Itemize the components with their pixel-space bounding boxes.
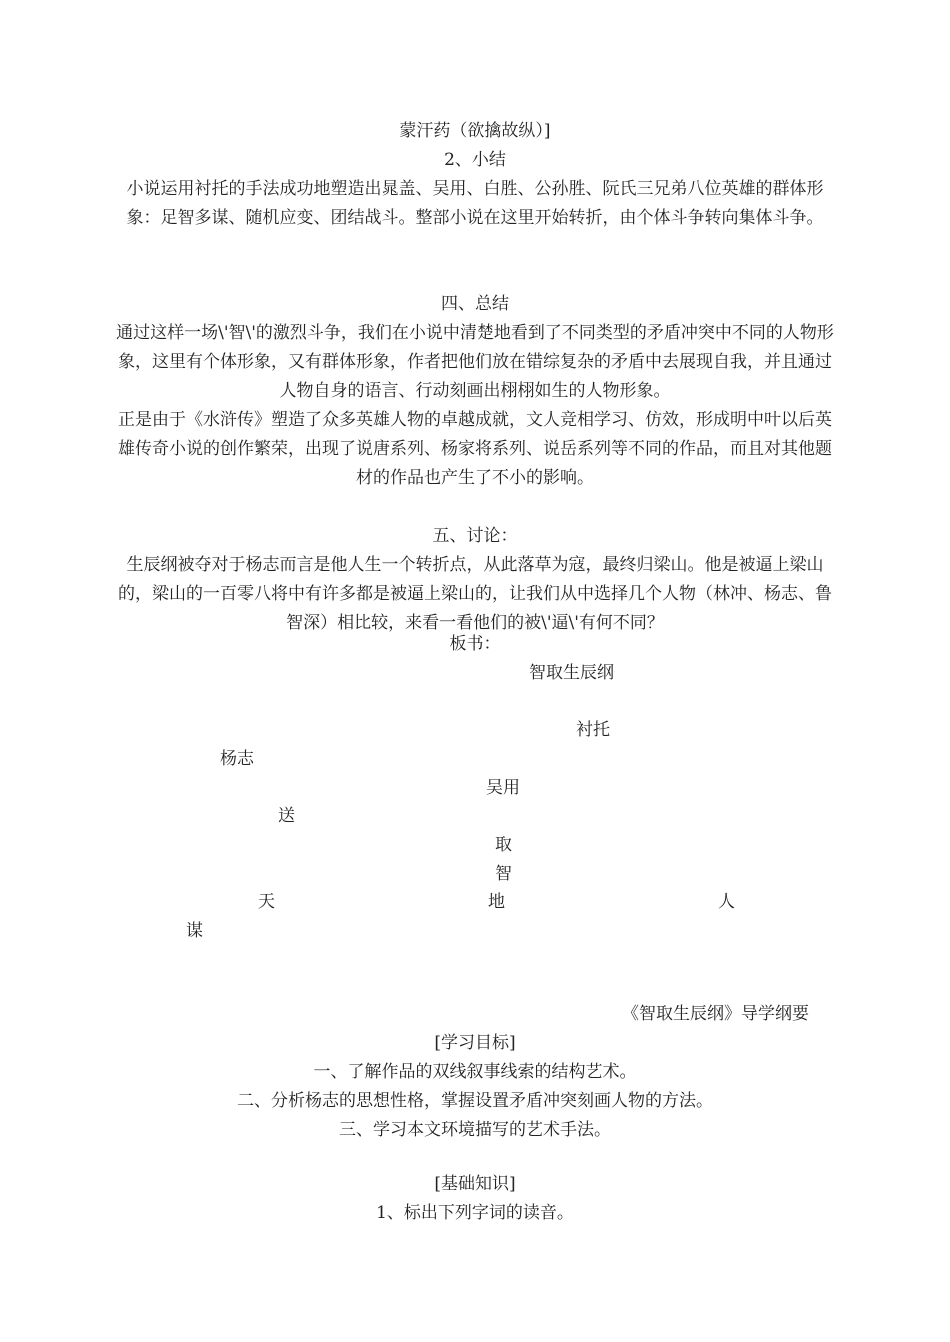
board-item: 谋 [186, 921, 203, 941]
board-item: 杨志 [220, 749, 254, 769]
section-heading: 五、讨论： [432, 526, 518, 546]
board-item: 吴用 [486, 778, 520, 798]
summary-paragraph: 小说运用衬托的手法成功地塑造出晁盖、吴用、白胜、公孙胜、阮氏三兄弟八位英雄的群体形象：足智多谋、随机应变、团结战斗。整部小说在这里开始转折，由个体斗争转向集体斗争。 [126, 179, 824, 228]
basics-item: 1、标出下列字词的读音。 [376, 1203, 574, 1223]
board-item: 人 [718, 892, 735, 912]
board-item: 送 [278, 806, 295, 826]
board-item: 取 [495, 835, 512, 855]
goal-item: 二、分析杨志的思想性格，掌握设置矛盾冲突刻画人物的方法。 [237, 1091, 713, 1111]
conclusion-paragraph: 通过这样一场\'智\'的激烈斗争，我们在小说中清楚地看到了不同类型的矛盾冲突中不同的人物形象，这里有个体形象，又有群体形象，作者把他们放在错综复杂的矛盾中去展现自我，并且通过人物自身的语言、行动刻画出栩栩如生的人物形象。 [116, 323, 834, 401]
goal-item: 三、学习本文环境描写的艺术手法。 [339, 1120, 611, 1140]
board-item: 地 [488, 892, 505, 912]
discussion-paragraph: 生辰纲被夺对于杨志而言是他人生一个转折点，从此落草为寇，最终归梁山。他是被逼上梁山的，梁山的一百零八将中有许多都是被逼上梁山的，让我们从中选择几个人物（林冲、杨志、鲁智深）相比较，来看一看他们的被\'逼\'有何不同？ [118, 555, 832, 633]
board-label: 板书： [449, 634, 501, 654]
goal-item: 一、了解作品的双线叙事线索的结构艺术。 [313, 1062, 637, 1082]
board-title: 智取生辰纲 [529, 663, 614, 683]
section-heading: [基础知识] [434, 1174, 516, 1194]
section-heading: [学习目标] [434, 1033, 516, 1053]
section-heading: 四、总结 [441, 294, 509, 314]
board-item: 智 [495, 864, 512, 884]
board-item: 衬托 [576, 720, 610, 740]
guide-title: 《智取生辰纲》导学纲要 [622, 1004, 809, 1024]
text-line: 蒙汗药（欲擒故纵）] [399, 121, 551, 141]
conclusion-paragraph: 正是由于《水浒传》塑造了众多英雄人物的卓越成就，文人竞相学习、仿效，形成明中叶以后英雄传奇小说的创作繁荣，出现了说唐系列、杨家将系列、说岳系列等不同的作品，而且对其他题材的作品也产生了不小的影响。 [118, 410, 832, 488]
board-item: 天 [258, 892, 275, 912]
section-heading: 2、小结 [444, 150, 506, 170]
